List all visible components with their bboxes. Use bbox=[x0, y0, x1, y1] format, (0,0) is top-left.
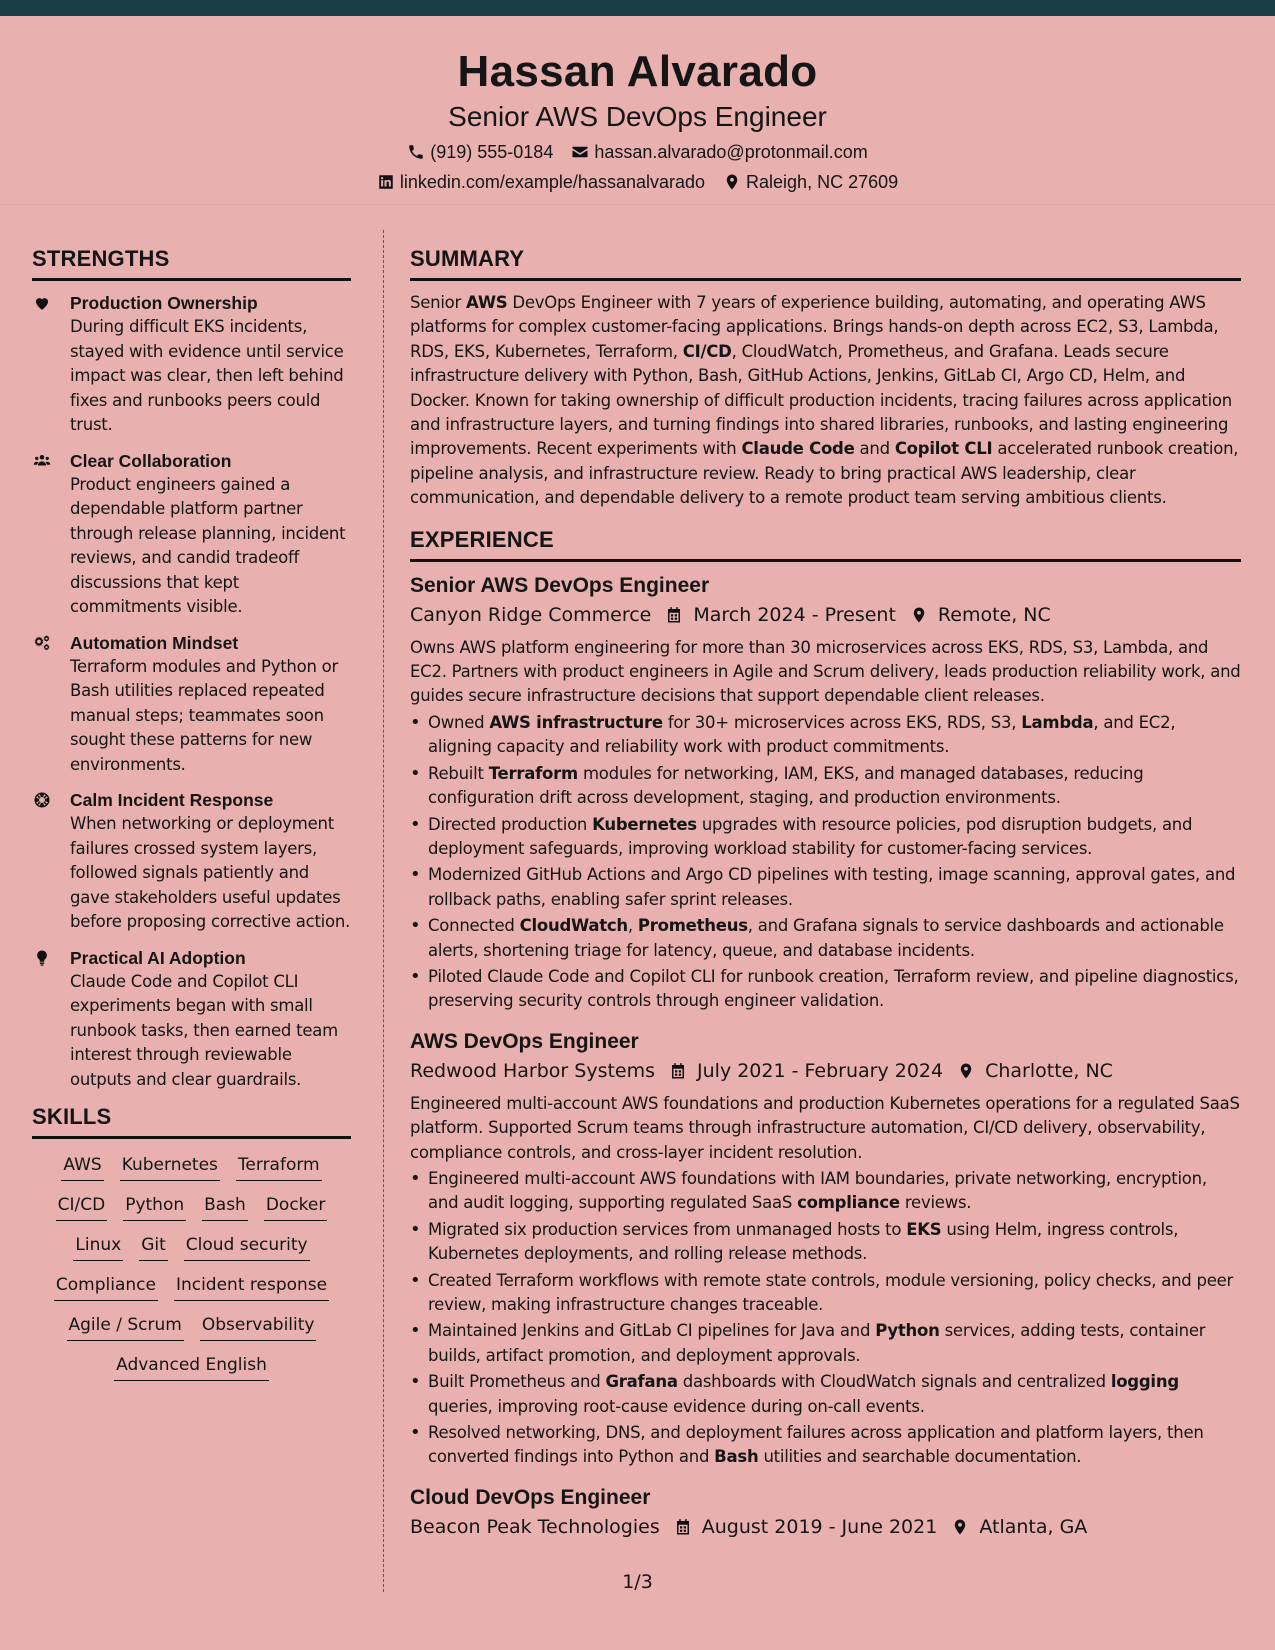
skills-wrap bbox=[32, 1149, 351, 1381]
text-run: Rebuilt bbox=[428, 763, 489, 783]
bullet-item bbox=[428, 762, 1241, 811]
skill-tag: Advanced English bbox=[114, 1353, 269, 1381]
phone-icon bbox=[407, 143, 425, 161]
bullet-item bbox=[428, 965, 1241, 1014]
text-run: DevOps Engineer with 7 years of experience building, automating, and operating AWS platforms for complex customer-facing applications. Brings hands-on depth across EC2, S3, Lambda, RDS, EKS, Kubernetes, Terraform, bbox=[410, 293, 1219, 361]
bold-text: Copilot CLI bbox=[894, 439, 993, 459]
job-location: Charlotte, NC bbox=[985, 1059, 1113, 1082]
bullet-item bbox=[428, 1218, 1241, 1267]
contact-row-2 bbox=[0, 170, 1275, 194]
text-run: upgrades with resource policies, pod disruption budgets, and deployment safeguards, improving workload stability for customer-facing services. bbox=[428, 814, 1193, 858]
strength-title: Calm Incident Response bbox=[70, 790, 274, 810]
text-run: for 30+ microservices across EKS, RDS, S3, bbox=[662, 712, 1022, 732]
job-title: Senior AWS DevOps Engineer bbox=[410, 573, 710, 597]
strength-desc: Terraform modules and Python or Bash utilities replaced repeated manual steps; teammates soon sought these patterns for new environments. bbox=[70, 656, 339, 774]
meta-icon-wrap bbox=[674, 1517, 692, 1537]
job-meta bbox=[410, 1512, 1241, 1542]
contact-row-1 bbox=[0, 140, 1275, 164]
meta-icon-wrap bbox=[951, 1517, 969, 1537]
map-marker-icon bbox=[910, 605, 928, 625]
text-run: and bbox=[854, 439, 895, 459]
skills-row bbox=[46, 1193, 337, 1221]
linkedin-text: linkedin.com/example/hassanalvarado bbox=[399, 172, 706, 192]
left-column bbox=[32, 246, 351, 1381]
bold-text: Lambda bbox=[1021, 712, 1094, 732]
bullet-item bbox=[428, 1269, 1241, 1318]
job-title: Cloud DevOps Engineer bbox=[410, 1485, 651, 1509]
text-run: Built Prometheus and bbox=[428, 1372, 606, 1392]
job-description: Owns AWS platform engineering for more than 30 microservices across EKS, RDS, S3, Lambda, and EC2. Partners with product engineers in Agile and Scrum delivery, leads production reliability work, and guides secure infrastructure decisions that support dependable client releases. bbox=[410, 637, 1241, 706]
bold-text: CloudWatch bbox=[519, 916, 628, 936]
text-run: Maintained Jenkins and GitLab CI pipelines for Java and bbox=[428, 1321, 876, 1341]
strength-desc: When networking or deployment failures crossed system layers, followed signals patiently and gave stakeholders useful updates before proposing corrective action. bbox=[70, 814, 351, 931]
strength-body bbox=[70, 291, 351, 438]
text-run: Engineered multi-account AWS foundations with IAM boundaries, private networking, encryption, and audit logging, supporting regulated SaaS bbox=[428, 1168, 1207, 1213]
experience-list bbox=[410, 572, 1241, 1542]
text-run: using Helm, ingress controls, Kubernetes deployments, and rolling release methods. bbox=[428, 1219, 1179, 1264]
bold-text: Python bbox=[875, 1321, 940, 1341]
job-company: Canyon Ridge Commerce bbox=[410, 603, 652, 626]
users-icon bbox=[32, 452, 52, 470]
job-dates: March 2024 - Present bbox=[693, 603, 896, 626]
calendar-icon bbox=[674, 1517, 692, 1537]
text-run: queries, improving root-cause evidence during on-call events. bbox=[428, 1396, 925, 1416]
page-number: 1/3 bbox=[622, 1571, 653, 1593]
gears-icon bbox=[32, 634, 52, 652]
text-run: modules for networking, IAM, EKS, and managed databases, reducing configuration drift across development, staging, and production environments. bbox=[428, 763, 1144, 808]
skills-row bbox=[46, 1273, 337, 1301]
calendar-icon bbox=[669, 1061, 687, 1081]
text-run: Directed production bbox=[428, 814, 593, 834]
strength-icon-wrap bbox=[32, 788, 60, 935]
skill-tag: AWS bbox=[61, 1153, 103, 1181]
job-bullets bbox=[410, 1167, 1241, 1470]
bold-text: compliance bbox=[797, 1193, 900, 1213]
experience-heading: EXPERIENCE bbox=[410, 527, 1241, 562]
skill-tag: Observability bbox=[200, 1313, 317, 1341]
bullet-item bbox=[428, 813, 1241, 862]
strength-body bbox=[70, 449, 351, 620]
email-text: hassan.alvarado@protonmail.com bbox=[594, 142, 868, 162]
strength-icon-wrap bbox=[32, 291, 60, 438]
strengths-list bbox=[32, 291, 351, 1092]
email-contact[interactable] bbox=[571, 140, 867, 164]
phone-contact[interactable] bbox=[407, 140, 553, 164]
bullet-item bbox=[428, 863, 1241, 912]
text-run: Migrated six production services from unmanaged hosts to bbox=[428, 1219, 907, 1239]
bullet-item bbox=[428, 711, 1241, 760]
bold-text: Terraform bbox=[488, 763, 578, 783]
skill-tag: Compliance bbox=[54, 1273, 158, 1301]
skill-tag: CI/CD bbox=[56, 1193, 108, 1221]
text-run: Owned bbox=[428, 712, 490, 732]
strength-body bbox=[70, 788, 351, 935]
heart-icon bbox=[32, 294, 52, 312]
text-run: Created Terraform workflows with remote state controls, module versioning, policy checks, and peer review, making infrastructure changes traceable. bbox=[428, 1270, 1234, 1314]
job-location: Remote, NC bbox=[937, 603, 1051, 626]
text-run: accelerated runbook creation, pipeline analysis, and infrastructure review. Ready to bring practical AWS leadership, clear communication, and dependable delivery to a remote product team serving ambitious clients. bbox=[410, 439, 1239, 508]
job-entry bbox=[410, 572, 1241, 1014]
skill-tag: Linux bbox=[73, 1233, 123, 1261]
text-run: Piloted Claude Code and Copilot CLI for runbook creation, Terraform review, and pipeline diagnostics, preserving security controls through engineer validation. bbox=[428, 966, 1239, 1011]
map-marker-icon bbox=[957, 1061, 975, 1081]
location-text: Raleigh, NC 27609 bbox=[746, 172, 899, 192]
right-column bbox=[410, 246, 1241, 1548]
skills-heading: SKILLS bbox=[32, 1104, 351, 1139]
bold-text: Grafana bbox=[605, 1372, 678, 1392]
job-dates: August 2019 - June 2021 bbox=[701, 1515, 938, 1538]
text-run: dashboards with CloudWatch signals and centralized bbox=[677, 1372, 1111, 1392]
text-run: , and EC2, aligning capacity and reliability work with product commitments. bbox=[428, 712, 1176, 757]
skills-list bbox=[32, 1149, 351, 1381]
map-marker-icon bbox=[951, 1517, 969, 1537]
strength-body bbox=[70, 946, 351, 1093]
meta-icon-wrap bbox=[957, 1061, 975, 1081]
job-company: Redwood Harbor Systems bbox=[410, 1059, 656, 1082]
strength-title: Automation Mindset bbox=[70, 632, 239, 653]
skills-row bbox=[46, 1233, 337, 1261]
strength-icon-wrap bbox=[32, 946, 60, 1093]
job-entry bbox=[410, 1484, 1241, 1542]
strength-item bbox=[32, 291, 351, 438]
skill-tag: Incident response bbox=[174, 1273, 329, 1301]
life-ring-icon bbox=[32, 791, 52, 809]
calendar-icon bbox=[665, 605, 683, 625]
summary-heading: SUMMARY bbox=[410, 246, 1241, 281]
bullet-item bbox=[428, 1167, 1241, 1216]
text-run: Senior bbox=[410, 293, 467, 312]
job-description: Engineered multi-account AWS foundations and production Kubernetes operations for a regulated SaaS platform. Supported Scrum teams through infrastructure automation, CI/CD delivery, observability, compliance controls, and cross-layer incident resolution. bbox=[410, 1093, 1240, 1162]
linkedin-contact[interactable] bbox=[377, 170, 705, 194]
strength-title: Clear Collaboration bbox=[70, 450, 232, 471]
location-contact bbox=[723, 170, 898, 194]
lightbulb-icon bbox=[32, 949, 52, 967]
job-meta bbox=[410, 600, 1241, 630]
bullet-item bbox=[428, 1319, 1241, 1368]
bullet-item bbox=[428, 1370, 1241, 1419]
candidate-name: Hassan Alvarado bbox=[457, 47, 818, 96]
job-location: Atlanta, GA bbox=[979, 1515, 1088, 1538]
phone-text: (919) 555-0184 bbox=[430, 142, 554, 162]
bold-text: AWS infrastructure bbox=[489, 712, 663, 732]
skill-tag: Terraform bbox=[236, 1153, 322, 1181]
bold-text: Prometheus bbox=[637, 916, 748, 936]
skill-tag: Cloud security bbox=[184, 1233, 310, 1261]
text-run: Modernized GitHub Actions and Argo CD pipelines with testing, image scanning, approval gates, and rollback paths, enabling safer sprint releases. bbox=[428, 865, 1236, 909]
job-entry bbox=[410, 1028, 1241, 1470]
bold-text: Claude Code bbox=[741, 439, 855, 459]
meta-icon-wrap bbox=[665, 605, 683, 625]
strength-title: Practical AI Adoption bbox=[70, 947, 246, 968]
skills-row bbox=[46, 1153, 337, 1181]
text-run: Resolved networking, DNS, and deployment failures across application and platform layers, then converted findings into Python and bbox=[428, 1423, 1204, 1467]
text-run: Connected bbox=[428, 916, 520, 936]
bold-text: Kubernetes bbox=[592, 814, 697, 834]
resume-header bbox=[0, 16, 1275, 204]
skills-row bbox=[46, 1353, 337, 1381]
strength-desc: Product engineers gained a dependable platform partner through release planning, incident reviews, and candid tradeoff discussions that kept commitments visible. bbox=[70, 474, 346, 616]
column-divider bbox=[383, 230, 384, 1592]
envelope-icon bbox=[571, 143, 589, 161]
text-run: services, adding tests, container builds, artifact promotion, and deployment approvals. bbox=[428, 1321, 1206, 1365]
candidate-title: Senior AWS DevOps Engineer bbox=[448, 101, 827, 132]
bold-text: CI/CD bbox=[682, 341, 732, 361]
skill-tag: Kubernetes bbox=[120, 1153, 220, 1181]
skill-tag: Git bbox=[139, 1233, 168, 1261]
summary-text bbox=[410, 291, 1241, 511]
strength-title: Production Ownership bbox=[70, 293, 258, 313]
skill-tag: Agile / Scrum bbox=[67, 1313, 184, 1341]
job-title: AWS DevOps Engineer bbox=[410, 1029, 639, 1053]
bold-text: Bash bbox=[714, 1447, 759, 1467]
text-run: , bbox=[627, 916, 638, 936]
skill-tag: Python bbox=[123, 1193, 186, 1221]
meta-icon-wrap bbox=[910, 605, 928, 625]
strength-icon-wrap bbox=[32, 449, 60, 620]
job-dates: July 2021 - February 2024 bbox=[697, 1059, 944, 1082]
linkedin-icon bbox=[377, 173, 395, 191]
bullet-item bbox=[428, 1421, 1241, 1470]
map-marker-icon bbox=[723, 173, 741, 191]
strengths-heading: STRENGTHS bbox=[32, 246, 351, 281]
strength-desc: Claude Code and Copilot CLI experiments began with small runbook tasks, then earned team interest through reviewable outputs and clear guardrails. bbox=[70, 971, 338, 1089]
text-run: , CloudWatch, Prometheus, and Grafana. Leads secure infrastructure delivery with Python, Bash, GitHub Actions, Jenkins, GitLab CI, Argo CD, Helm, and Docker. Known for taking ownership of difficult production incidents, tracing failures across application and infrastructure layers, and turning findings into shared libraries, runbooks, and lasting engineering improvements. Recent experiments with bbox=[410, 341, 1232, 459]
meta-icon-wrap bbox=[669, 1061, 687, 1081]
text-run: reviews. bbox=[899, 1193, 972, 1213]
job-meta bbox=[410, 1056, 1241, 1086]
bullet-item bbox=[428, 914, 1241, 963]
skill-tag: Bash bbox=[202, 1193, 248, 1221]
strength-icon-wrap bbox=[32, 631, 60, 778]
text-run: , and Grafana signals to service dashboards and actionable alerts, shortening triage for latency, queue, and database incidents. bbox=[428, 916, 1224, 960]
skills-row bbox=[46, 1313, 337, 1341]
job-bullets bbox=[410, 711, 1241, 1014]
top-accent-bar bbox=[0, 0, 1275, 16]
strength-item bbox=[32, 449, 351, 620]
bold-text: AWS bbox=[466, 293, 508, 312]
strength-item bbox=[32, 946, 351, 1093]
job-company: Beacon Peak Technologies bbox=[410, 1515, 660, 1538]
strength-item bbox=[32, 788, 351, 935]
strength-item bbox=[32, 631, 351, 778]
bold-text: EKS bbox=[906, 1219, 942, 1239]
strength-desc: During difficult EKS incidents, stayed with evidence until service impact was clear, then left behind fixes and runbooks peers could trust. bbox=[70, 317, 344, 434]
bold-text: logging bbox=[1110, 1372, 1179, 1392]
skill-tag: Docker bbox=[264, 1193, 328, 1221]
strength-body bbox=[70, 631, 351, 778]
header-separator bbox=[0, 204, 1275, 205]
text-run: utilities and searchable documentation. bbox=[758, 1447, 1082, 1467]
